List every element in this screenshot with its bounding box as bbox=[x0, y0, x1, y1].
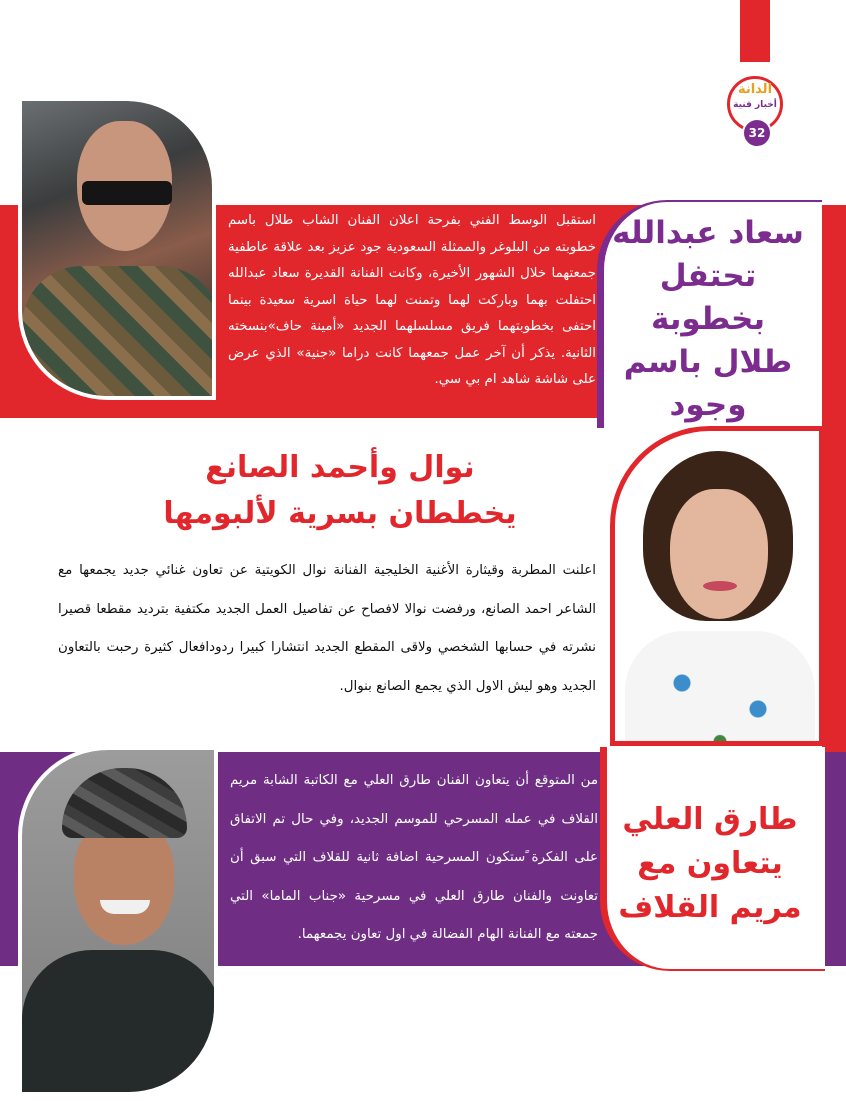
story3-body: من المتوقع أن يتعاون الفنان طارق العلي مع الكاتبة الشابة مريم القلاف في عمله المسرحي للموسم الجديد، وفي حال تم الاتفاق على الفكرة ًستكون المسرحية اضافة ثانية للقلاف التي سبق أن تعاونت والفنان طارق العلي في مسرحية «جناب الماما» التي جمعته مع الفنانة الهام الفضالة في اول تعاون يجمعهما. bbox=[230, 773, 598, 942]
story2-title-line1: نوال وأحمد الصانع bbox=[205, 450, 475, 485]
section-label: أخبار فنية bbox=[733, 100, 777, 110]
story2-body: اعلنت المطربة وقيثارة الأغنية الخليجية الفنانة نوال الكويتية عن تعاون غنائي جديد يجمعها مع الشاعر احمد الصانع، ورفضت نوالا لافصاح عن تفاصيل العمل الجديد مكتفية بترديد مقطعا قصيرا نشرته في حسابها الشخصي ولاقى المقطع الجديد انتشارا كبيرا ردودافعال كثيرة رحبت بالتعاون الجديد وهو ليش الاول الذي يجمع الصانع بنوال. bbox=[58, 563, 596, 694]
top-tab bbox=[740, 0, 770, 62]
photo-body bbox=[22, 950, 218, 1096]
story1-body: استقبل الوسط الفني بفرحة اعلان الفنان الشاب طلال باسم خطوبته من البلوغر والممثلة السعودية جود عزيز بعد علاقة عاطفية جمعتهما خلال الشهور الأخيرة، وكانت الفنانة القديرة سعاد عبدالله احتفلت بهما وباركت لهما وتمنت لهما حياة اسرية سعيدة بينما احتفى بخطوبتهما فريق مسلسلهما الجديد «أمينة حاف»بنسخته الثانية. يذكر أن آخر عمل جمعهما كانت دراما «جنية» الذي عرض على شاشة شاهد ام بي سي. bbox=[228, 213, 596, 387]
story3-title: طارق العلي يتعاون مع مريم القلاف bbox=[618, 802, 802, 925]
story1-title: سعاد عبدالله تحتفل بخطوبة طلال باسم وجود bbox=[612, 215, 804, 423]
story2-photo bbox=[610, 426, 824, 746]
photo-lips bbox=[703, 581, 737, 591]
photo-smile bbox=[100, 900, 150, 914]
story1-photo bbox=[18, 97, 216, 400]
photo-face bbox=[670, 489, 768, 619]
magazine-logo bbox=[727, 70, 783, 140]
page-number: 32 bbox=[742, 118, 772, 148]
photo-shirt bbox=[625, 631, 815, 746]
photo-cap bbox=[62, 768, 187, 838]
photo-face bbox=[74, 820, 174, 945]
photo-sunglasses bbox=[82, 181, 172, 205]
story3-photo bbox=[18, 746, 218, 1096]
logo-brand: الدانة bbox=[737, 82, 773, 97]
story2-side-bar bbox=[822, 418, 846, 752]
story2-title-line2: يخططان بسرية لألبومها bbox=[163, 496, 517, 531]
photo-body bbox=[22, 266, 216, 400]
